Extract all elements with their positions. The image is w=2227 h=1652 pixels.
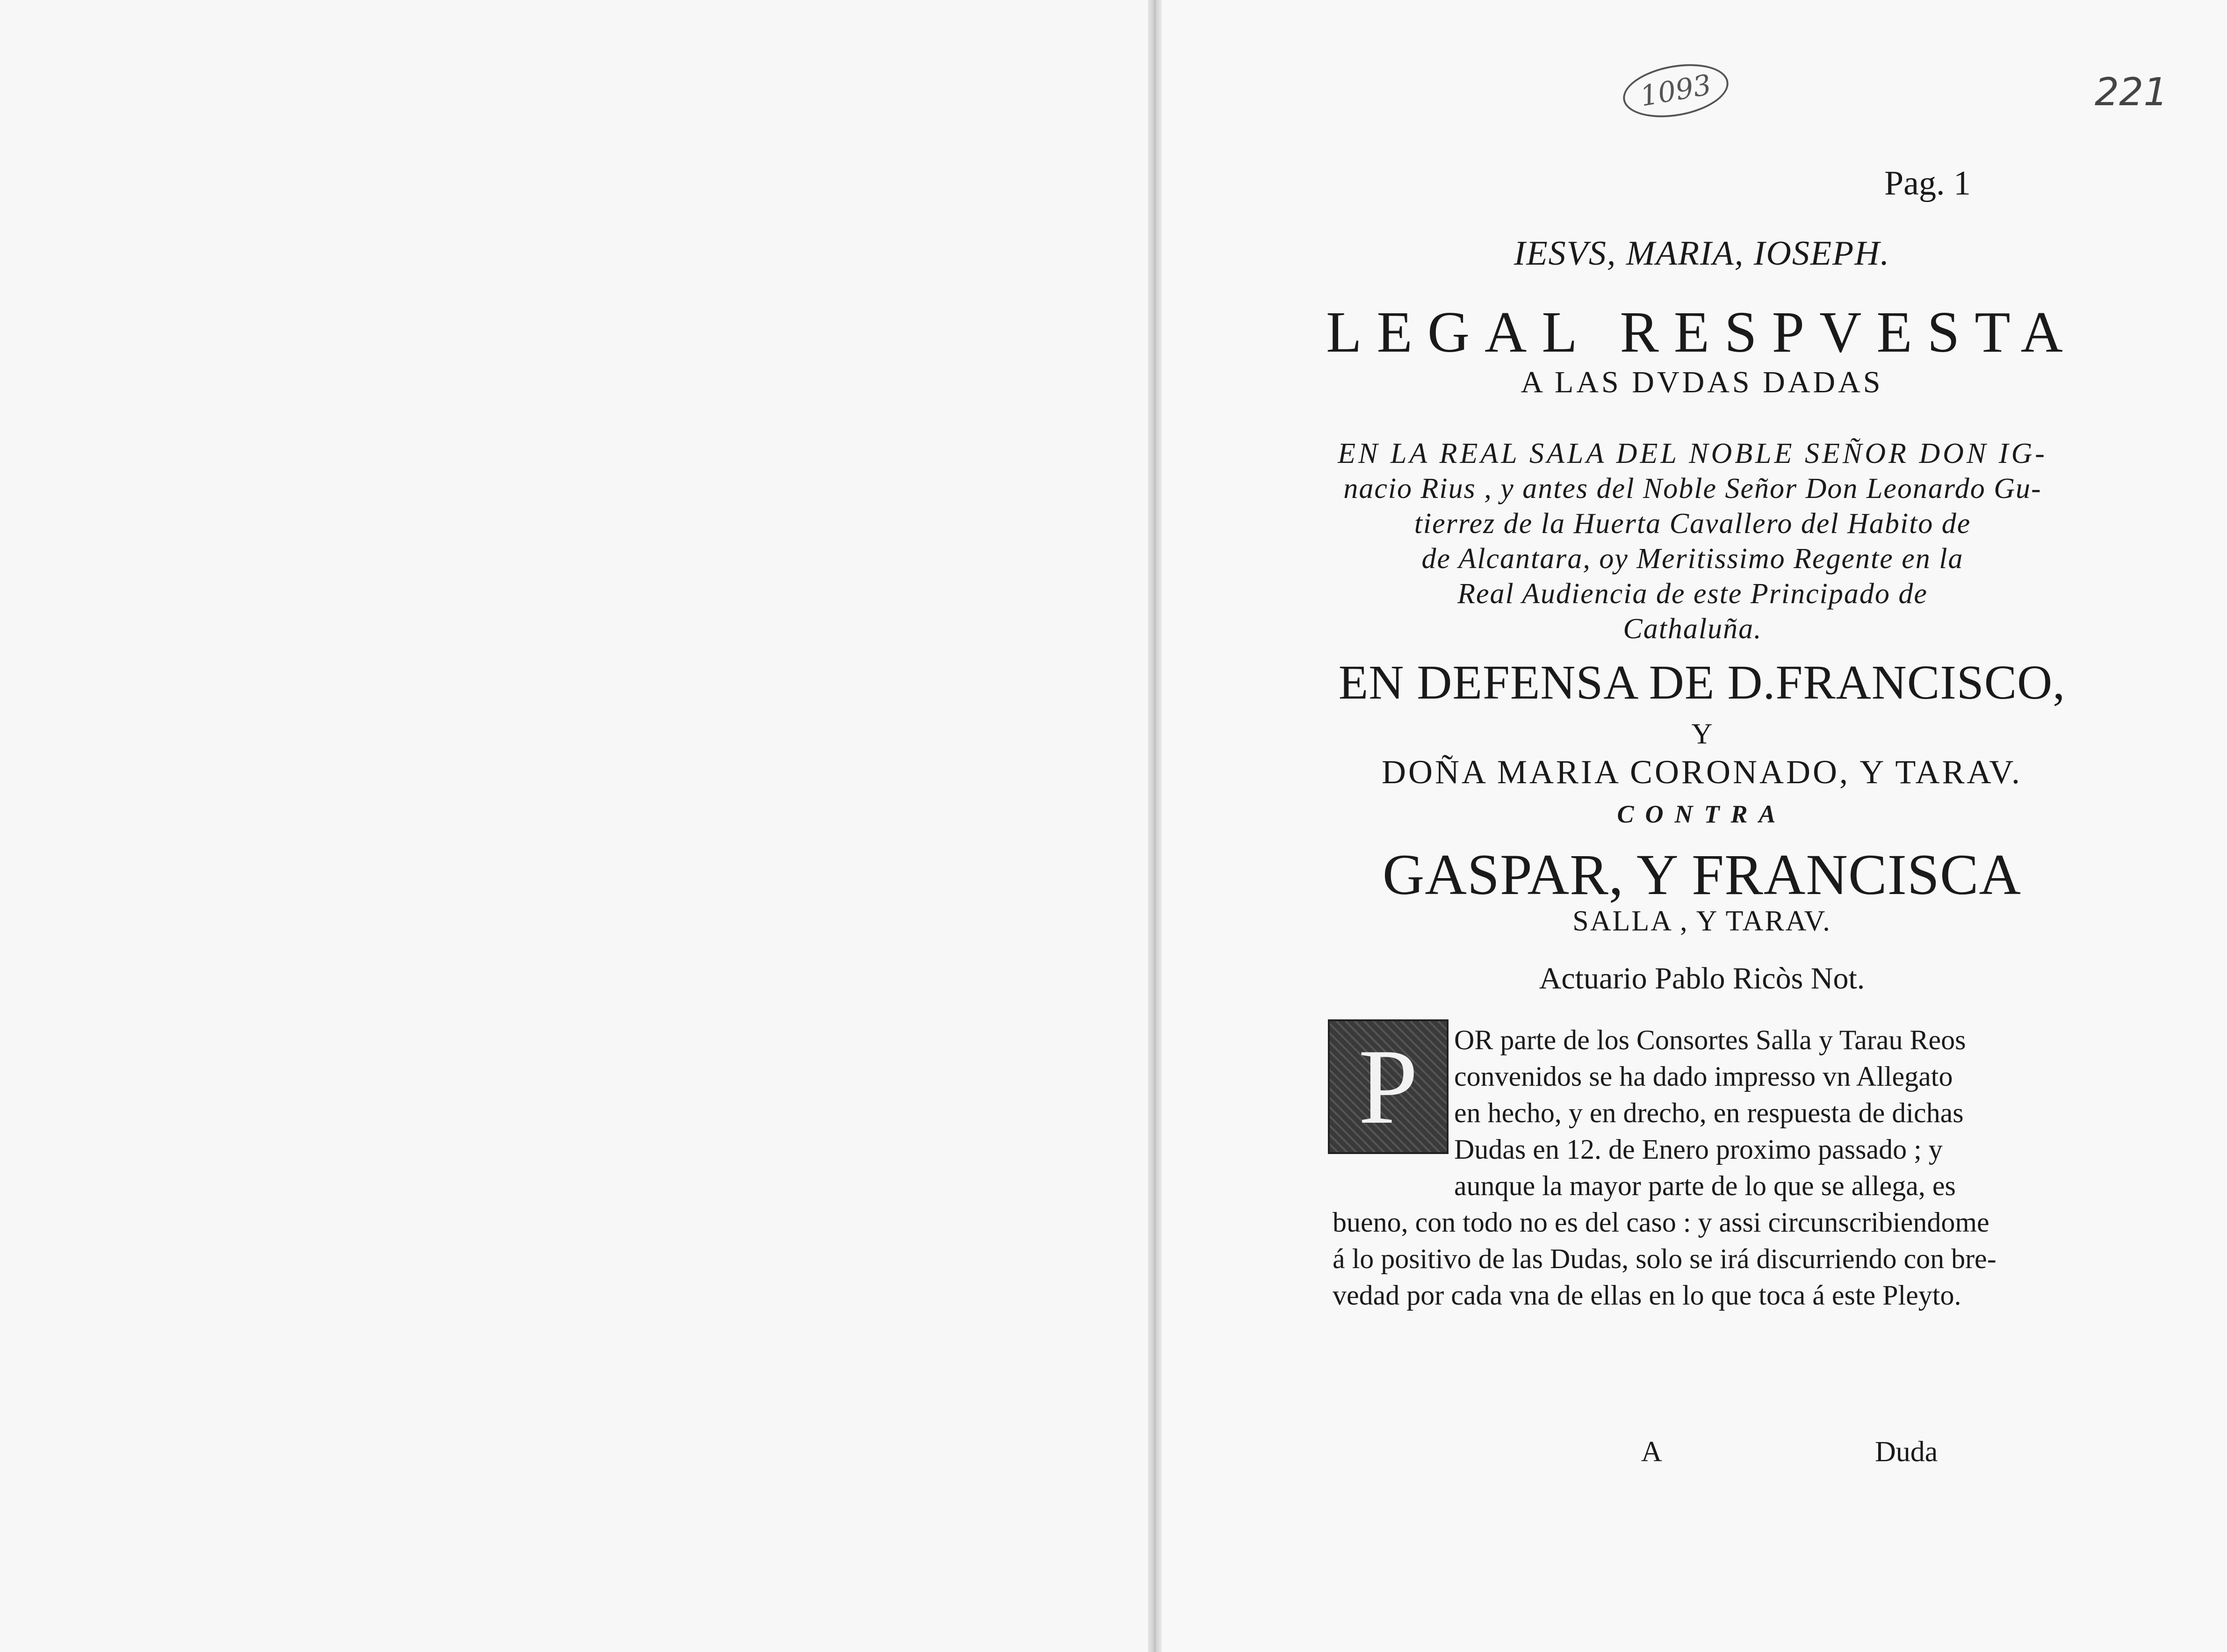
body-line: OR parte de los Consortes Salla y Tarau Reos — [1454, 1024, 1966, 1055]
defense-heading: EN DEFENSA DE D.FRANCISCO, — [1338, 656, 2066, 709]
contra-line: CONTRA — [1617, 800, 1787, 828]
dona-maria-line: DOÑA MARIA CORONADO, Y TARAV. — [1381, 753, 2023, 791]
intro-line: de Alcantara, oy Meritissimo Regente en la — [1421, 543, 1964, 575]
body-line: Dudas en 12. de Enero proximo passado ; y — [1454, 1134, 1943, 1165]
catchword: Duda — [1875, 1436, 1938, 1468]
intro-line: Cathaluña. — [1623, 613, 1762, 645]
intro-line: EN LA REAL SALA DEL NOBLE SEÑOR DON IG- — [1338, 438, 2047, 469]
intro-line: tierrez de la Huerta Cavallero del Habito de — [1414, 508, 1971, 540]
book-gutter — [1148, 0, 1162, 1652]
body-line: á lo positivo de las Dudas, solo se irá discurriendo con bre- — [1333, 1243, 1996, 1274]
main-title: LEGAL RESPVESTA — [1326, 300, 2078, 365]
folio-number: 221 — [2095, 70, 2168, 115]
body-line: vedad por cada vna de ellas en lo que toca á este Pleyto. — [1333, 1280, 1961, 1311]
body-line: aunque la mayor parte de lo que se allega, es — [1454, 1170, 1956, 1201]
signature-mark: A — [1641, 1436, 1662, 1468]
body-line: en hecho, y en drecho, en respuesta de dichas — [1454, 1097, 1964, 1128]
body-line: bueno, con todo no es del caso : y assi circunscribiendome — [1333, 1207, 1989, 1238]
body-line: convenidos se ha dado impresso vn Allegato — [1454, 1061, 1953, 1092]
actuary-line: Actuario Pablo Ricòs Not. — [1539, 961, 1865, 996]
conjunction-y: Y — [1691, 718, 1713, 750]
archive-stamp: 1093 — [1619, 57, 1732, 125]
page-number: Pag. 1 — [1884, 164, 1971, 202]
intro-line: nacio Rius , y antes del Noble Señor Don Leonardo Gu- — [1343, 473, 2042, 505]
opponents-surname: SALLA , Y TARAV. — [1572, 905, 1831, 937]
intro-line: Real Audiencia de este Principado de — [1457, 578, 1928, 610]
decorated-drop-cap: P — [1328, 1019, 1449, 1154]
opponents-heading: GASPAR, Y FRANCISCA — [1382, 843, 2022, 907]
invocation: IESVS, MARIA, IOSEPH. — [1513, 234, 1890, 273]
subtitle: A LAS DVDAS DADAS — [1521, 365, 1883, 399]
